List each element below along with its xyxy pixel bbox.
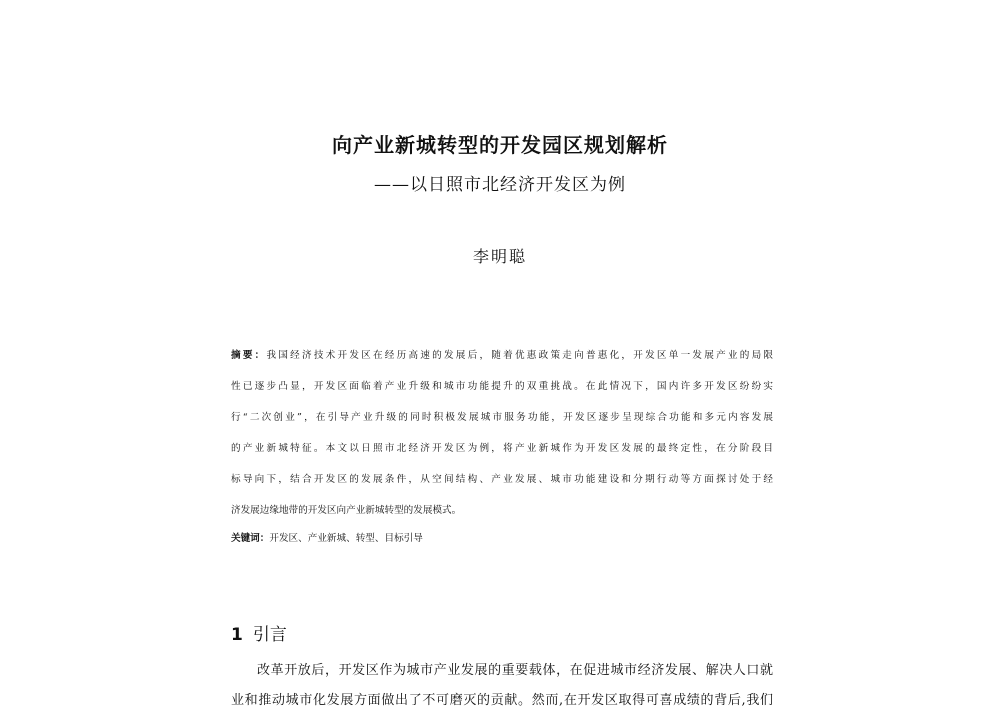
abstract-line: 济发展边缘地带的开发区向产业新城转型的发展模式。	[231, 505, 462, 516]
abstract-line: 行“二次创业”，在引导产业升级的同时积极发展城市服务功能，开发区逐步呈现综合功能和多元内容发展	[231, 412, 773, 423]
body-line: 改革开放后，开发区作为城市产业发展的重要载体，在促进城市经济发展、解决人口就	[257, 663, 773, 678]
body-line: 业和推动城市化发展方面做出了不可磨灭的贡献。然而,在开发区取得可喜成绩的背后,我们	[231, 693, 773, 708]
section-number: 1	[231, 625, 243, 645]
keywords-text: 开发区、产业新城、转型、目标引导	[269, 533, 423, 544]
section-title: 引言	[252, 625, 287, 645]
abstract-line	[231, 340, 773, 371]
abstract-line: 标导向下，结合开发区的发展条件，从空间结构、产业发展、城市功能建设和分期行动等方面探讨处于经	[231, 474, 773, 485]
section-heading	[231, 622, 287, 648]
section-body	[231, 656, 773, 716]
abstract-line: 的产业新城特征。本文以日照市北经济开发区为例，将产业新城作为开发区发展的最终定性，在分阶段目	[231, 443, 773, 454]
keywords	[231, 531, 423, 547]
abstract-label: 摘要：	[231, 350, 267, 361]
keywords-label: 关键词：	[231, 533, 270, 544]
paper-title: 向产业新城转型的开发园区规划解析	[332, 133, 668, 157]
paper-author: 李明聪	[472, 247, 527, 266]
abstract	[231, 340, 773, 526]
paper-subtitle: ——以日照市北经济开发区为例	[374, 175, 626, 195]
abstract-line: 性已逐步凸显，开发区面临着产业升级和城市功能提升的双重挑战。在此情况下，国内许多开发区纷纷实	[231, 381, 773, 392]
abstract-text: 我国经济技术开发区在经历高速的发展后，随着优惠政策走向普惠化，开发区单一发展产业的局限	[266, 350, 774, 361]
